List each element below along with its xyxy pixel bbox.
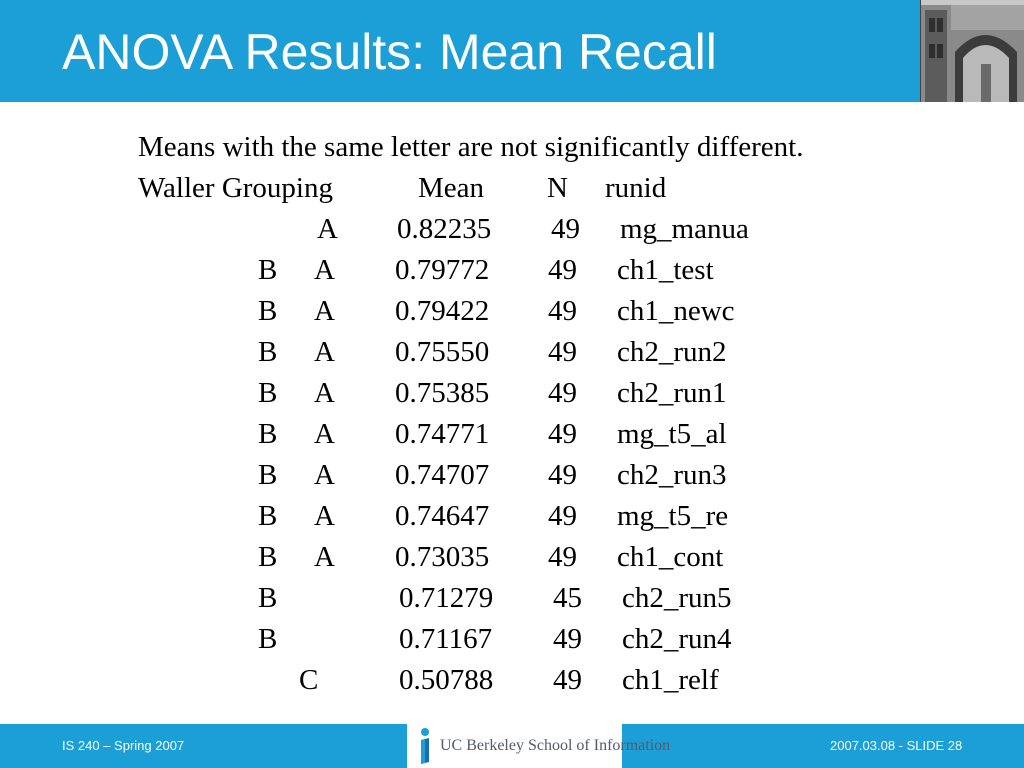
header-n: N — [547, 172, 568, 204]
table-row-grouping-a: A — [314, 377, 335, 409]
table-row-grouping-a: A — [314, 254, 335, 286]
table-row-grouping-b: B — [258, 254, 278, 286]
table-row-grouping-a: A — [314, 500, 335, 532]
slide-title: ANOVA Results: Mean Recall — [62, 24, 717, 80]
table-row-grouping-b: B — [258, 500, 278, 532]
table-row-mean: 0.79772 — [395, 254, 490, 286]
table-row-grouping-a: A — [314, 295, 335, 327]
table-row-n: 45 — [553, 582, 582, 614]
table-row-n: 49 — [553, 664, 582, 696]
header-grouping: Waller Grouping — [138, 172, 333, 204]
table-row-mean: 0.74647 — [395, 500, 490, 532]
table-row-grouping-a: A — [314, 336, 335, 368]
table-row-grouping-b: B — [258, 459, 278, 491]
info-i-icon — [411, 724, 439, 768]
table-row-n: 49 — [548, 336, 577, 368]
header-mean: Mean — [418, 172, 485, 204]
table-row-n: 49 — [551, 213, 580, 245]
header-runid: runid — [605, 172, 667, 204]
table-row-runid: mg_t5_al — [617, 418, 727, 450]
table-row-n: 49 — [548, 295, 577, 327]
building-photo — [920, 0, 1024, 102]
table-row-runid: mg_t5_re — [617, 500, 729, 532]
table-row-grouping-b: B — [258, 418, 278, 450]
table-row-mean: 0.71167 — [399, 623, 493, 655]
table-row-n: 49 — [548, 418, 577, 450]
table-row-grouping-b: B — [258, 623, 278, 655]
building-photo-image — [921, 0, 1024, 102]
table-row-mean: 0.74771 — [395, 418, 490, 450]
table-row-runid: mg_manua — [620, 213, 749, 245]
table-row-n: 49 — [548, 541, 577, 573]
table-row-n: 49 — [548, 459, 577, 491]
table-row-grouping-a: A — [314, 459, 335, 491]
table-row-runid: ch1_cont — [617, 541, 724, 573]
table-row-grouping-b: B — [258, 336, 278, 368]
table-row-grouping-b: B — [258, 582, 278, 614]
table-row-runid: ch2_run5 — [622, 582, 732, 614]
table-row-runid: ch1_newc — [617, 295, 735, 327]
table-row-mean: 0.50788 — [399, 664, 494, 696]
table-row-mean: 0.74707 — [395, 459, 490, 491]
table-row-grouping-a: A — [314, 418, 335, 450]
table-row-n: 49 — [548, 254, 577, 286]
table-row-n: 49 — [548, 377, 577, 409]
intro-text: Means with the same letter are not significantly different. — [138, 131, 804, 163]
table-row-mean: 0.82235 — [397, 213, 492, 245]
school-logo — [407, 724, 671, 768]
table-row-n: 49 — [548, 500, 577, 532]
table-row-runid: ch1_relf — [622, 664, 719, 696]
table-row-mean: 0.75385 — [395, 377, 490, 409]
table-row-runid: ch2_run3 — [617, 459, 727, 491]
table-row-grouping-b: B — [258, 295, 278, 327]
school-logo-text: UC Berkeley School of Information — [440, 737, 671, 754]
footer-slide-number: 2007.03.08 - SLIDE 28 — [830, 738, 963, 753]
table-row-mean: 0.71279 — [399, 582, 494, 614]
table-row-runid: ch2_run1 — [617, 377, 727, 409]
title-bar — [0, 0, 1024, 102]
table-row-n: 49 — [553, 623, 582, 655]
table-row-runid: ch2_run2 — [617, 336, 727, 368]
table-row-grouping-a: A — [317, 213, 338, 245]
table-row-mean: 0.79422 — [395, 295, 490, 327]
table-row-grouping-b: B — [258, 377, 278, 409]
table-row-runid: ch2_run4 — [622, 623, 732, 655]
footer-course: IS 240 – Spring 2007 — [62, 738, 185, 753]
table-row-grouping-b: B — [258, 541, 278, 573]
table-row-grouping-c: C — [299, 664, 319, 696]
table-row-runid: ch1_test — [617, 254, 714, 286]
table-row-grouping-a: A — [314, 541, 335, 573]
table-row-mean: 0.73035 — [395, 541, 490, 573]
table-row-mean: 0.75550 — [395, 336, 490, 368]
